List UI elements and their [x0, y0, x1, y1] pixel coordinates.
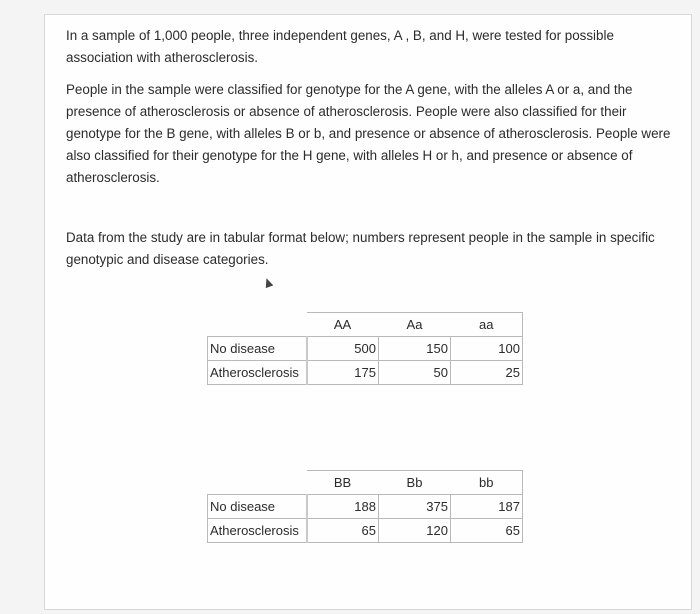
row-label-atherosclerosis: Atherosclerosis — [208, 361, 307, 385]
gene-a-table — [207, 312, 523, 385]
data-description-paragraph: Data from the study are in tabular format below; numbers represent people in the sample in specific genotypic and disease categories. — [66, 230, 655, 267]
cell-value: 50 — [379, 361, 451, 385]
table-row — [208, 495, 523, 519]
header-AA: AA — [307, 313, 379, 337]
table-row — [208, 337, 523, 361]
intro-paragraph: In a sample of 1,000 people, three independent genes, A , B, and H, were tested for possible association with atherosclerosis. — [66, 28, 614, 65]
cell-value: 175 — [307, 361, 379, 385]
cell-value: 500 — [307, 337, 379, 361]
cell-value: 100 — [451, 337, 523, 361]
mouse-cursor-icon — [263, 277, 274, 288]
gene-b-table — [207, 470, 523, 543]
cell-value: 187 — [451, 495, 523, 519]
row-label-no-disease: No disease — [208, 495, 307, 519]
cell-value: 188 — [307, 495, 379, 519]
cell-value: 375 — [379, 495, 451, 519]
cell-value: 120 — [379, 519, 451, 543]
document-page — [44, 14, 692, 610]
row-label-no-disease: No disease — [208, 337, 307, 361]
table-row — [208, 519, 523, 543]
header-BB: BB — [307, 471, 379, 495]
header-bb: bb — [451, 471, 523, 495]
table-corner-cell — [208, 313, 307, 337]
table-corner-cell — [208, 471, 307, 495]
classification-paragraph: People in the sample were classified for genotype for the A gene, with the alleles A or a, and the presence of atherosclerosis or absence of atherosclerosis. People were also classified for their genotype for the B gene, with alleles B or b, and presence or absence of atherosclerosis. People were also classified for their genotype for the H gene, with alleles H or h, and presence or absence of atherosclerosis. — [66, 82, 671, 185]
header-Bb: Bb — [379, 471, 451, 495]
header-aa: aa — [451, 313, 523, 337]
table-row — [208, 361, 523, 385]
cell-value: 25 — [451, 361, 523, 385]
table-header-row — [208, 313, 523, 337]
header-Aa: Aa — [379, 313, 451, 337]
cell-value: 150 — [379, 337, 451, 361]
cell-value: 65 — [307, 519, 379, 543]
table-header-row — [208, 471, 523, 495]
row-label-atherosclerosis: Atherosclerosis — [208, 519, 307, 543]
cell-value: 65 — [451, 519, 523, 543]
